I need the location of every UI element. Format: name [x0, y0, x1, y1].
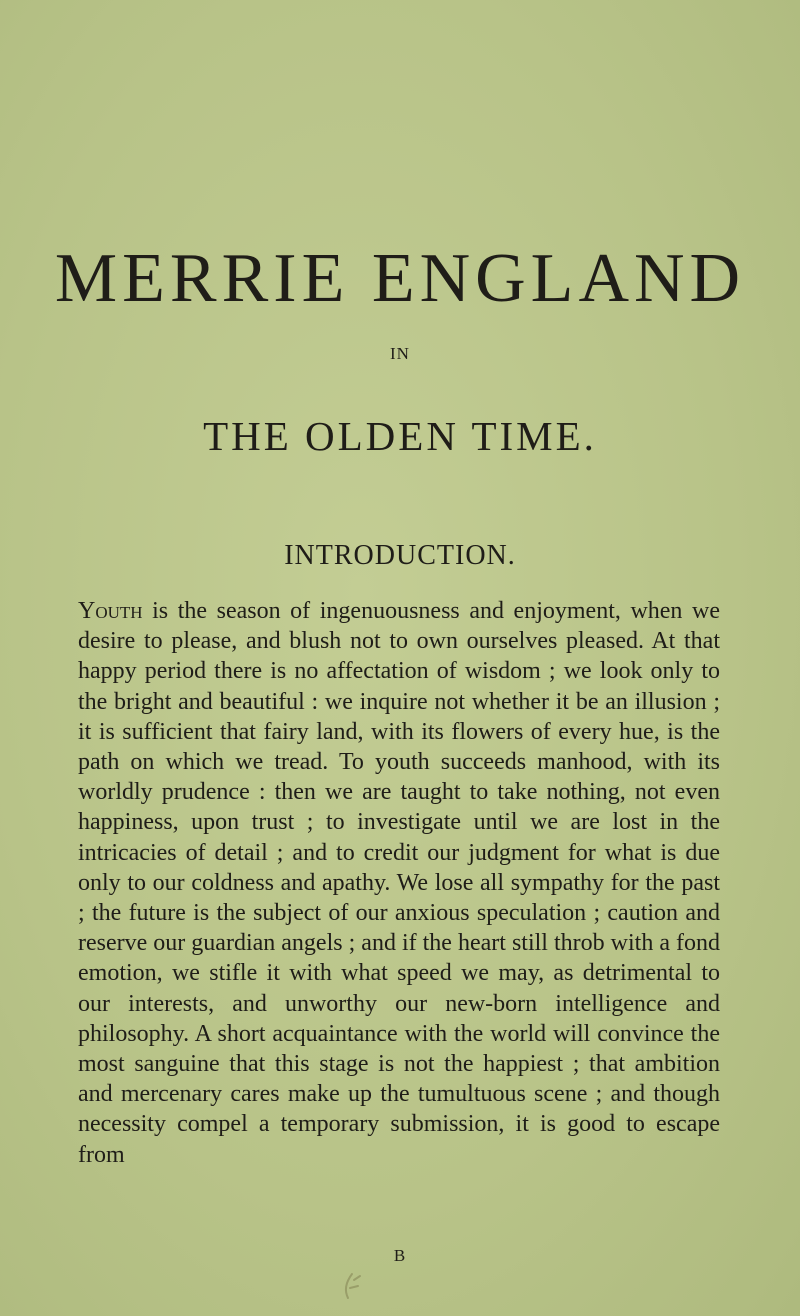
book-subtitle: THE OLDEN TIME. [203, 413, 597, 459]
body-paragraph [78, 596, 720, 1170]
opening-word: Youth [78, 598, 143, 624]
signature-mark: B [393, 1246, 407, 1265]
ink-smudge-icon [340, 1270, 370, 1304]
title-conjunction: IN [390, 344, 410, 363]
paragraph-text: is the season of ingenuousness and enjoyment, when we desire to please, and blush not to own ourselves pleased. At that happy period there is no affectation of wisdom ; we look only to the bright and beautiful : we inquire not whether it be an illusion ; it is sufficient that fairy land, with its flowers of every hue, is the path on which we tread. To youth succeeds manhood, with its worldly prudence : then we are taught to take nothing, not even happiness, upon trust ; to investigate until we are lost in the intricacies of detail ; and to credit our judgment for what is due only to our coldness and apathy. We lose all sympathy for the past ; the future is the subject of our anxious speculation ; caution and reserve our guardian angels ; and if the heart still throb with a fond emotion, we stifle it with what speed we may, as detrimental to our interests, and unworthy our new-born intelligence and philosophy. A short acquaintance with the world will convince the most sanguine that this stage is not the happiest ; that ambition and mercenary cares make up the tumultuous scene ; and though necessity compel a temporary submission, it is good to escape from [78, 598, 720, 1168]
book-title: MERRIE ENGLAND [54, 240, 746, 317]
section-heading: INTRODUCTION. [284, 540, 516, 571]
